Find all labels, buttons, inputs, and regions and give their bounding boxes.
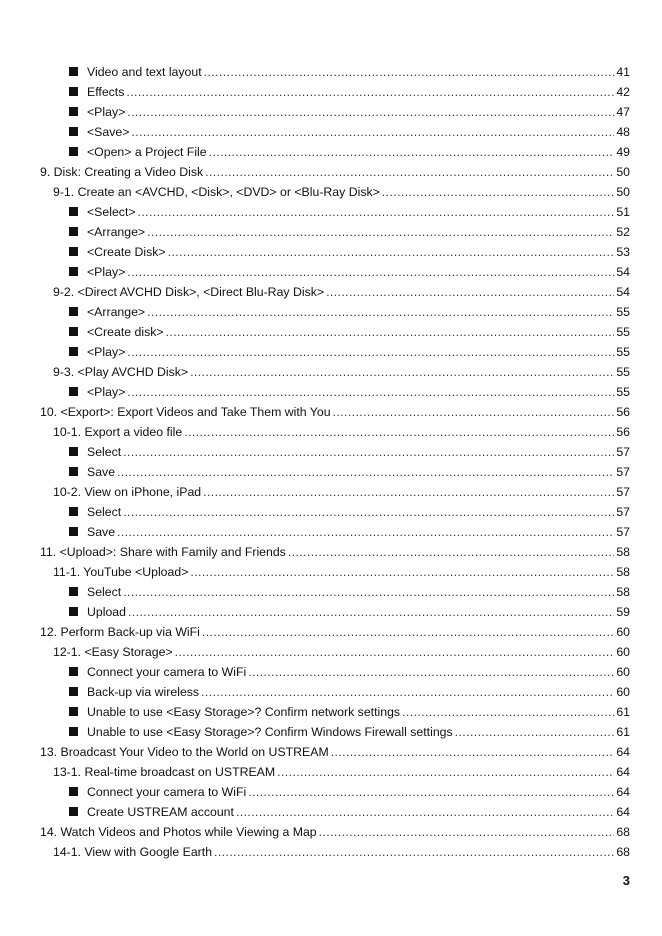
- square-bullet-icon: [69, 107, 78, 116]
- dot-leader: [166, 322, 615, 342]
- toc-entry-line: [53, 182, 630, 202]
- toc-entry-line: [69, 502, 630, 522]
- square-bullet-icon: [69, 587, 78, 596]
- toc-entry-line: [53, 482, 630, 502]
- toc-entry-line: [40, 542, 630, 562]
- toc-entry-title: <Play>: [87, 345, 126, 359]
- square-bullet-icon: [69, 447, 78, 456]
- toc-entry-title: 9-3. <Play AVCHD Disk>: [53, 365, 189, 379]
- dot-leader: [127, 382, 614, 402]
- toc-entry-page: 68: [616, 825, 630, 839]
- square-bullet-icon: [69, 467, 78, 476]
- toc-entry-line: [69, 62, 630, 82]
- dot-leader: [214, 842, 614, 862]
- toc-subsection-entry[interactable]: [0, 262, 662, 282]
- dot-leader: [382, 182, 615, 202]
- dot-leader: [202, 622, 614, 642]
- square-bullet-icon: [69, 807, 78, 816]
- toc-entry-page: 61: [616, 705, 630, 719]
- toc-subsection-entry[interactable]: [0, 342, 662, 362]
- toc-subsection-entry[interactable]: [0, 682, 662, 702]
- toc-subsection-entry[interactable]: [0, 142, 662, 162]
- page-number: 3: [622, 873, 630, 888]
- toc-entry-title: 12-1. <Easy Storage>: [53, 645, 173, 659]
- dot-leader: [117, 462, 614, 482]
- table-of-contents: [0, 62, 662, 862]
- toc-entry-page: 54: [616, 265, 630, 279]
- dot-leader: [127, 342, 614, 362]
- toc-entry-title: <Create Disk>: [87, 245, 166, 259]
- toc-entry-line: [69, 722, 630, 742]
- toc-entry-page: 55: [616, 305, 630, 319]
- toc-entry-line: [69, 142, 630, 162]
- toc-subsection-entry[interactable]: [0, 222, 662, 242]
- toc-entry-title: Upload: [87, 605, 126, 619]
- toc-subsection-entry[interactable]: [0, 502, 662, 522]
- dot-leader: [209, 142, 615, 162]
- dot-leader: [455, 722, 615, 742]
- toc-section-entry[interactable]: [0, 182, 662, 202]
- toc-entry-line: [69, 702, 630, 722]
- toc-entry-line: [69, 122, 630, 142]
- toc-entry-page: 60: [616, 625, 630, 639]
- dot-leader: [123, 582, 614, 602]
- toc-entry-title: <Select>: [87, 205, 136, 219]
- toc-entry-line: [69, 782, 630, 802]
- toc-entry-title: <Open> a Project File: [87, 145, 207, 159]
- toc-entry-title: Create USTREAM account: [87, 805, 234, 819]
- toc-entry-page: 57: [616, 485, 630, 499]
- dot-leader: [333, 402, 615, 422]
- dot-leader: [205, 162, 614, 182]
- toc-entry-page: 60: [616, 645, 630, 659]
- dot-leader: [402, 702, 614, 722]
- toc-entry-page: 61: [616, 725, 630, 739]
- toc-entry-line: [40, 162, 630, 182]
- dot-leader: [147, 302, 614, 322]
- dot-leader: [175, 642, 615, 662]
- toc-entry-page: 57: [616, 445, 630, 459]
- toc-entry-line: [69, 342, 630, 362]
- dot-leader: [248, 662, 614, 682]
- toc-subsection-entry[interactable]: [0, 242, 662, 262]
- toc-entry-line: [40, 402, 630, 422]
- toc-entry-title: <Save>: [87, 125, 130, 139]
- toc-entry-line: [53, 282, 630, 302]
- dot-leader: [123, 442, 614, 462]
- square-bullet-icon: [69, 147, 78, 156]
- toc-entry-title: <Play>: [87, 105, 126, 119]
- toc-section-entry[interactable]: [0, 482, 662, 502]
- toc-subsection-entry[interactable]: [0, 462, 662, 482]
- toc-entry-page: 58: [616, 565, 630, 579]
- toc-entry-page: 41: [616, 65, 630, 79]
- toc-section-entry[interactable]: [0, 562, 662, 582]
- dot-leader: [126, 82, 614, 102]
- toc-chapter-entry[interactable]: [0, 822, 662, 842]
- toc-entry-line: [69, 602, 630, 622]
- toc-section-entry[interactable]: [0, 842, 662, 862]
- square-bullet-icon: [69, 267, 78, 276]
- toc-entry-title: Connect your camera to WiFi: [87, 665, 247, 679]
- toc-entry-page: 58: [616, 585, 630, 599]
- toc-entry-title: Back-up via wireless: [87, 685, 200, 699]
- toc-entry-title: Unable to use <Easy Storage>? Confirm Windows Firewall settings: [87, 725, 453, 739]
- toc-chapter-entry[interactable]: [0, 162, 662, 182]
- toc-entry-title: Connect your camera to WiFi: [87, 785, 247, 799]
- toc-entry-page: 55: [616, 385, 630, 399]
- toc-entry-line: [53, 642, 630, 662]
- toc-entry-title: 13-1. Real-time broadcast on USTREAM: [53, 765, 276, 779]
- toc-entry-title: 10-1. Export a video file: [53, 425, 183, 439]
- toc-chapter-entry[interactable]: [0, 622, 662, 642]
- toc-entry-title: <Play>: [87, 265, 126, 279]
- toc-subsection-entry[interactable]: [0, 102, 662, 122]
- square-bullet-icon: [69, 527, 78, 536]
- toc-entry-line: [69, 382, 630, 402]
- square-bullet-icon: [69, 127, 78, 136]
- toc-entry-line: [40, 822, 630, 842]
- toc-entry-line: [53, 562, 630, 582]
- square-bullet-icon: [69, 607, 78, 616]
- toc-entry-title: 9. Disk: Creating a Video Disk: [40, 165, 204, 179]
- dot-leader: [168, 242, 615, 262]
- toc-section-entry[interactable]: [0, 282, 662, 302]
- toc-subsection-entry[interactable]: [0, 802, 662, 822]
- toc-subsection-entry[interactable]: [0, 202, 662, 222]
- toc-entry-page: 55: [616, 345, 630, 359]
- toc-entry-line: [69, 262, 630, 282]
- dot-leader: [184, 422, 614, 442]
- toc-subsection-entry[interactable]: [0, 782, 662, 802]
- square-bullet-icon: [69, 707, 78, 716]
- toc-subsection-entry[interactable]: [0, 382, 662, 402]
- square-bullet-icon: [69, 347, 78, 356]
- square-bullet-icon: [69, 687, 78, 696]
- square-bullet-icon: [69, 207, 78, 216]
- toc-entry-title: 10. <Export>: Export Videos and Take Them with You: [40, 405, 331, 419]
- toc-entry-title: 10-2. View on iPhone, iPad: [53, 485, 202, 499]
- toc-entry-page: 58: [616, 545, 630, 559]
- toc-subsection-entry[interactable]: [0, 702, 662, 722]
- toc-entry-title: Select: [87, 505, 122, 519]
- toc-entry-page: 64: [616, 765, 630, 779]
- toc-section-entry[interactable]: [0, 422, 662, 442]
- toc-entry-page: 52: [616, 225, 630, 239]
- toc-entry-line: [69, 242, 630, 262]
- toc-entry-line: [69, 582, 630, 602]
- toc-entry-page: 56: [616, 425, 630, 439]
- toc-entry-line: [69, 202, 630, 222]
- toc-subsection-entry[interactable]: [0, 442, 662, 462]
- toc-entry-title: Save: [87, 525, 116, 539]
- dot-leader: [190, 562, 614, 582]
- toc-entry-title: Select: [87, 445, 122, 459]
- square-bullet-icon: [69, 247, 78, 256]
- square-bullet-icon: [69, 87, 78, 96]
- dot-leader: [326, 282, 614, 302]
- square-bullet-icon: [69, 307, 78, 316]
- dot-leader: [248, 782, 614, 802]
- toc-entry-page: 55: [616, 325, 630, 339]
- toc-entry-page: 55: [616, 365, 630, 379]
- toc-entry-title: 13. Broadcast Your Video to the World on USTREAM: [40, 745, 329, 759]
- square-bullet-icon: [69, 507, 78, 516]
- toc-entry-title: Save: [87, 465, 116, 479]
- dot-leader: [123, 502, 614, 522]
- dot-leader: [117, 522, 614, 542]
- toc-entry-page: 56: [616, 405, 630, 419]
- toc-entry-line: [69, 322, 630, 342]
- toc-subsection-entry[interactable]: [0, 522, 662, 542]
- dot-leader: [201, 682, 614, 702]
- dot-leader: [127, 262, 614, 282]
- square-bullet-icon: [69, 327, 78, 336]
- square-bullet-icon: [69, 667, 78, 676]
- toc-entry-page: 57: [616, 505, 630, 519]
- dot-leader: [236, 802, 614, 822]
- toc-entry-title: <Arrange>: [87, 225, 146, 239]
- toc-entry-page: 47: [616, 105, 630, 119]
- toc-entry-title: Select: [87, 585, 122, 599]
- toc-subsection-entry[interactable]: [0, 722, 662, 742]
- dot-leader: [127, 102, 614, 122]
- toc-entry-page: 48: [616, 125, 630, 139]
- toc-chapter-entry[interactable]: [0, 402, 662, 422]
- toc-subsection-entry[interactable]: [0, 82, 662, 102]
- toc-entry-line: [53, 422, 630, 442]
- toc-entry-line: [40, 622, 630, 642]
- toc-section-entry[interactable]: [0, 362, 662, 382]
- toc-entry-page: 51: [616, 205, 630, 219]
- toc-entry-line: [69, 522, 630, 542]
- toc-entry-page: 50: [616, 185, 630, 199]
- dot-leader: [331, 742, 615, 762]
- square-bullet-icon: [69, 787, 78, 796]
- toc-entry-page: 54: [616, 285, 630, 299]
- toc-entry-line: [69, 442, 630, 462]
- dot-leader: [319, 822, 615, 842]
- toc-entry-line: [69, 102, 630, 122]
- toc-entry-page: 64: [616, 745, 630, 759]
- toc-section-entry[interactable]: [0, 642, 662, 662]
- toc-entry-line: [69, 222, 630, 242]
- toc-entry-page: 50: [616, 165, 630, 179]
- toc-entry-line: [40, 742, 630, 762]
- square-bullet-icon: [69, 387, 78, 396]
- dot-leader: [128, 602, 614, 622]
- square-bullet-icon: [69, 727, 78, 736]
- toc-entry-title: 14. Watch Videos and Photos while Viewing a Map: [40, 825, 317, 839]
- toc-entry-title: 11-1. YouTube <Upload>: [53, 565, 189, 579]
- toc-subsection-entry[interactable]: [0, 302, 662, 322]
- toc-entry-line: [69, 662, 630, 682]
- toc-subsection-entry[interactable]: [0, 122, 662, 142]
- square-bullet-icon: [69, 227, 78, 236]
- toc-entry-page: 57: [616, 465, 630, 479]
- toc-subsection-entry[interactable]: [0, 602, 662, 622]
- toc-entry-page: 57: [616, 525, 630, 539]
- toc-subsection-entry[interactable]: [0, 662, 662, 682]
- toc-entry-line: [53, 362, 630, 382]
- toc-entry-line: [69, 82, 630, 102]
- toc-entry-line: [53, 842, 630, 862]
- toc-entry-title: 12. Perform Back-up via WiFi: [40, 625, 200, 639]
- dot-leader: [131, 122, 614, 142]
- dot-leader: [147, 222, 614, 242]
- toc-entry-page: 53: [616, 245, 630, 259]
- toc-entry-title: <Arrange>: [87, 305, 146, 319]
- toc-chapter-entry[interactable]: [0, 742, 662, 762]
- toc-entry-page: 64: [616, 785, 630, 799]
- toc-entry-title: <Play>: [87, 385, 126, 399]
- dot-leader: [203, 482, 614, 502]
- toc-entry-title: Effects: [87, 85, 125, 99]
- toc-entry-line: [69, 802, 630, 822]
- toc-entry-line: [53, 762, 630, 782]
- toc-entry-title: <Create disk>: [87, 325, 164, 339]
- toc-entry-page: 60: [616, 685, 630, 699]
- toc-entry-page: 49: [616, 145, 630, 159]
- dot-leader: [138, 202, 615, 222]
- toc-subsection-entry[interactable]: [0, 322, 662, 342]
- toc-entry-page: 59: [616, 605, 630, 619]
- dot-leader: [204, 62, 615, 82]
- dot-leader: [277, 762, 614, 782]
- toc-entry-title: 14-1. View with Google Earth: [53, 845, 213, 859]
- toc-entry-line: [69, 462, 630, 482]
- toc-entry-title: 9-2. <Direct AVCHD Disk>, <Direct Blu-Ray Disk>: [53, 285, 325, 299]
- square-bullet-icon: [69, 67, 78, 76]
- toc-subsection-entry[interactable]: [0, 62, 662, 82]
- toc-chapter-entry[interactable]: [0, 542, 662, 562]
- toc-entry-page: 42: [616, 85, 630, 99]
- dot-leader: [190, 362, 614, 382]
- toc-entry-line: [69, 302, 630, 322]
- toc-entry-page: 60: [616, 665, 630, 679]
- toc-subsection-entry[interactable]: [0, 582, 662, 602]
- toc-entry-title: Video and text layout: [87, 65, 202, 79]
- toc-entry-title: 11. <Upload>: Share with Family and Friends: [40, 545, 286, 559]
- toc-entry-title: Unable to use <Easy Storage>? Confirm network settings: [87, 705, 401, 719]
- toc-section-entry[interactable]: [0, 762, 662, 782]
- toc-entry-page: 68: [616, 845, 630, 859]
- toc-entry-page: 64: [616, 805, 630, 819]
- dot-leader: [288, 542, 614, 562]
- toc-entry-title: 9-1. Create an <AVCHD, <Disk>, <DVD> or <Blu-Ray Disk>: [53, 185, 380, 199]
- toc-entry-line: [69, 682, 630, 702]
